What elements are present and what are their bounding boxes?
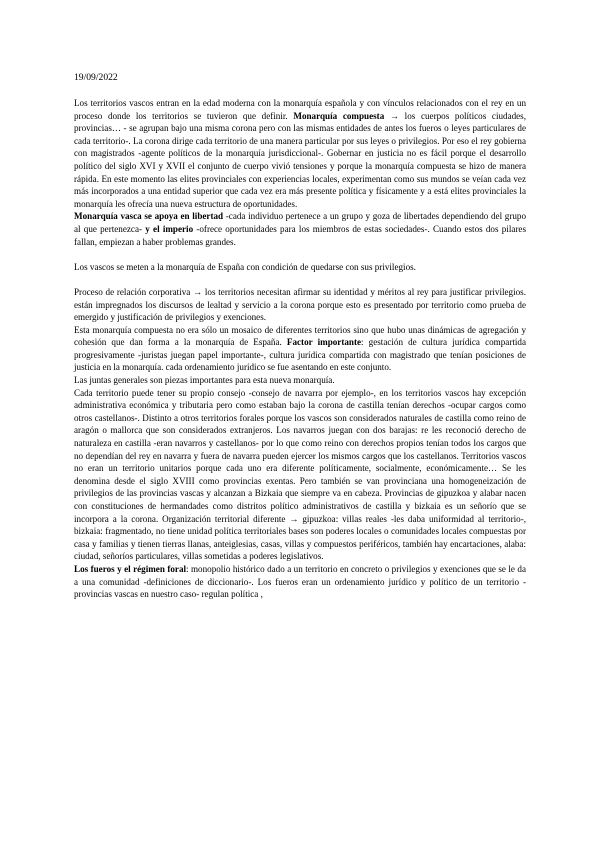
- document-date: 19/09/2022: [74, 72, 118, 83]
- paragraph-4: Proceso de relación corporativa → los territorios necesitan afirmar su identidad y méritos al rey para justificar privilegios. están impregnados los discursos de lealtad y servicio a la corona porque esto es presentado por territorio como prueba de emergido y justificación de privilegios y exenciones.: [74, 286, 526, 323]
- paragraph-8: Los fueros y el régimen foral: monopolio histórico dado a un territorio en concreto o privilegios y exenciones que se le da a una comunidad -definiciones de diccionario-. Los fueros eran un ordenamiento jurídico y político de un territorio -provincias vascas en nuestro caso- regulan política ,: [74, 563, 526, 600]
- paragraph-1: Los territorios vascos entran en la edad moderna con la monarquía española y con vínculos relacionados con el rey en un proceso donde los territorios se tuvieron que definir. Monarquía compuesta → los cuerpos políticos ciudades, provincias… - se agrupan bajo una misma corona pero con las mismas entidades de antes los fueros o leyes particulares de cada territorio-. La corona dirige cada territorio de una manera particular por sus leyes o privilegios. Por eso el rey gobierna con magistrados -agente políticos de la monarquía jurisdiccional-. Gobernar en justicia no es fácil porque el desarrollo político del siglo XVI y XVII el conjunto de cuerpo vivió tensiones y porque la monarquía compuesta se hizo de manera rápida. En este momento las elites provinciales con experiencias locales, experimentan como sus mundos se veían cada vez más incorporados a una entidad superior que cada vez era más presente política y físicamente y a está elites provinciales la monarquía les ofrecía una nueva estructura de oportunidades.: [74, 98, 526, 209]
- document-body: [74, 97, 526, 601]
- paragraph-5: Esta monarquía compuesta no era sólo un mosaico de diferentes territorios sino que hubo unas dinámicas de agregación y cohesión que dan forma a la monarquía de España. Factor importante: gestación de cultura jurídica compartida progresivamente -juristas juegan papel importante-, cultura jurídica compartida con magistrado que tenían posiciones de justicia en la monarquía. cada ordenamiento jurídico se fue asentando en este conjunto.: [74, 324, 526, 373]
- term-monarquia-vasca: Monarquía vasca se apoya en libertad: [74, 211, 224, 222]
- paragraph-3: Los vascos se meten a la monarquía de España con condición de quedarse con sus privilegios.: [74, 261, 416, 272]
- paragraph-6: Las juntas generales son piezas importantes para esta nueva monarquía.: [74, 375, 335, 386]
- paragraph-2: Monarquía vasca se apoya en libertad -cada individuo pertenece a un grupo y goza de libertades dependiendo del grupo al que pertenezca- y el imperio -ofrece oportunidades para los miembros de estas sociedades-. Cuando estos dos pilares fallan, empiezan a haber problemas grandes.: [74, 211, 526, 247]
- paragraph-7: Cada territorio puede tener su propio consejo -consejo de navarra por ejemplo-, en los territorios vascos hay excepción administrativa económica y tributaria pero como estaban bajo la corona de castilla tenían derechos -ocupar cargos como otros castellanos-. Distinto a otros territorios forales porque los vascos son considerados naturales de castilla como reino de aragón o mallorca que son considerados extranjeros. Los navarros juegan con dos barajas: re les reconoció derecho de naturaleza en castilla -eran navarros y castellanos- por lo que como reino con derechos propios tenían todos los cargos que no dependían del rey en navarra y fuera de navarra pueden ejercer los mismos cargos que los castellanos. Territorios vascos no eran un territorio unitarios porque cada uno era diferente políticamente, socialmente, económicamente… Se les denomina desde el siglo XVIII como provincias exentas. Pero también se van provinciana una homogeneización de privilegios de las provincias vascas y alcanzan a Bizkaia que siempre va en cabeza. Provincias de gipuzkoa y alabar nacen con constituciones de hermandades como distritos político administrativos de castilla y bizkaia es un señorío que se incorpora a la corona. Organización territorial diferente → gipuzkoa: villas reales -les daba uniformidad al territorio-, bizkaia: fragmentado, no tiene unidad política territoriales bases son poderes locales o comunidades locales compuestas por casa y familias y tienen tierras llanas, anteiglesias, casas, villas y compuestos periféricos, también hay encartaciones, alaba: ciudad, señoríos particulares, villas sometidas a poderes legislativos.: [74, 387, 526, 562]
- term-factor-importante: Factor importante: [286, 337, 362, 348]
- term-monarquia-compuesta: Monarquía compuesta: [293, 110, 385, 121]
- term-imperio: y el imperio: [145, 223, 194, 234]
- term-fueros-regimen-foral: Los fueros y el régimen foral: [74, 563, 187, 574]
